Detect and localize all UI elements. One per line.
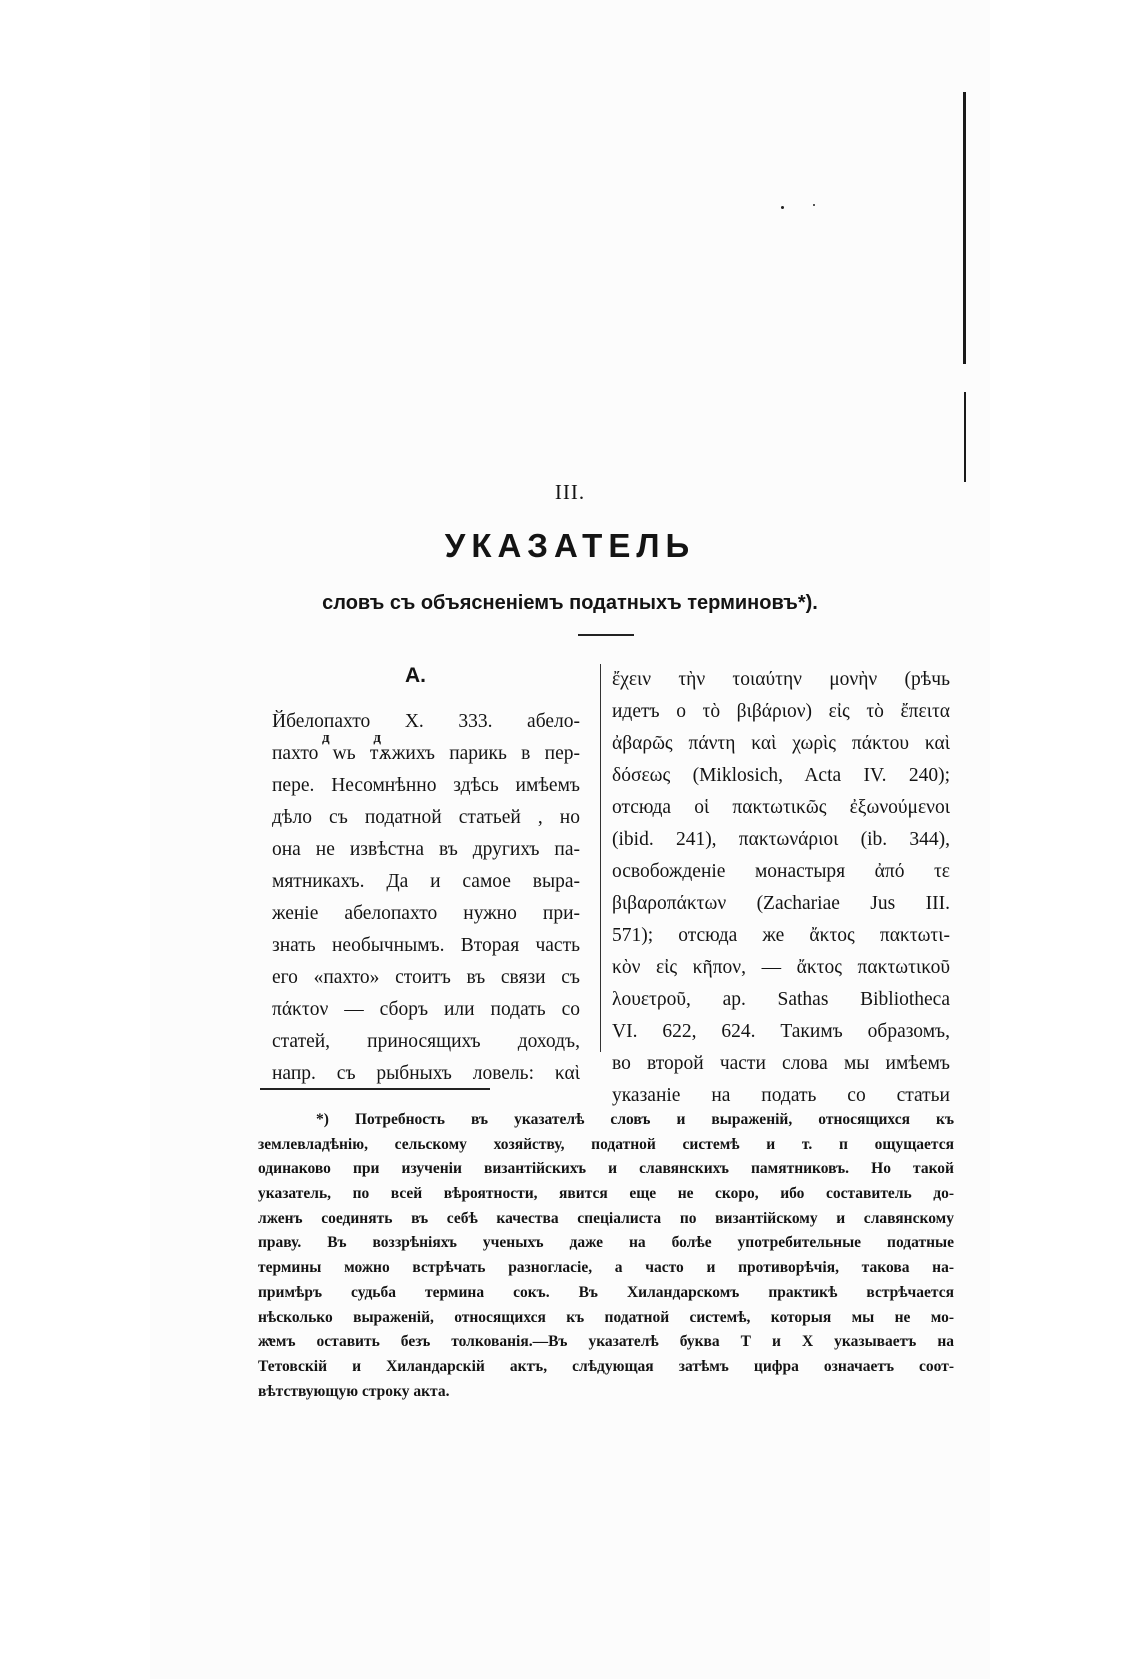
text-line: женіе абелопахто нужно при- (272, 903, 580, 924)
ink-speck (781, 206, 784, 209)
page-subtitle: словъ съ объясненіемъ податныхъ терминовъ*). (322, 592, 818, 614)
text-line: напр. съ рыбныхъ ловель: καὶ (272, 1063, 580, 1084)
text-line: δόσεως (Miklosich, Acta IV. 240); (612, 765, 950, 786)
footnote-line: *) Потребность въ указателѣ словъ и выраженій, относящихся къ (316, 1111, 954, 1128)
text-line: статей, приносящихъ доходъ, (272, 1031, 580, 1052)
title-rule (578, 634, 634, 636)
text-line: ἀβαρῶς πάντη καὶ χωρὶς πάκτου καὶ (612, 733, 950, 754)
footnote-line: землевладѣнію, сельскому хозяйству, податной системѣ и т. п ощущается (258, 1135, 954, 1153)
text-line: мятникахъ. Да и самое выра- (272, 871, 580, 892)
footnote-line: вѣтствующую строку акта. (258, 1382, 450, 1400)
text-line: она не извѣстна въ другихъ па- (272, 839, 580, 860)
text-line: пере. Несомнѣнно здѣсь имѣемъ (272, 775, 580, 796)
text-line: (ibid. 241), πακτωνάριοι (ib. 344), (612, 829, 950, 850)
ink-speck (813, 204, 815, 206)
footnote (258, 1108, 954, 1404)
section-number: III. (554, 480, 586, 504)
text-line: пахто wь тѫжихъ парикь в пер- (272, 743, 580, 764)
text-line: VI. 622, 624. Такимъ образомъ, (612, 1021, 950, 1042)
text-line: указаніе на подать со статьи (612, 1085, 950, 1106)
footnote-line: Тетовскій и Хиландарскій актъ, слѣдующая затѣмъ цифра означаетъ соот- (258, 1357, 954, 1375)
text-line: знать необычнымъ. Вторая часть (272, 935, 580, 956)
text-line: πάκτον — сборъ или подать со (272, 999, 580, 1020)
footnote-rule (260, 1088, 490, 1090)
page-edge-mark-top (963, 92, 966, 364)
text-line: освобожденіе монастыря ἀπό τε (612, 861, 950, 882)
text-line: отсюда οἱ πακτωτικῶς ἐξωνούμενοι (612, 797, 950, 818)
footnote-line: термины можно встрѣчать разногласіе, а часто и противорѣчія, такова на- (258, 1259, 954, 1277)
section-letter-heading: А. (405, 664, 426, 687)
slavonic-superscript-marks: д д (322, 730, 401, 746)
footnote-line: указатель, по всей вѣроятности, явится еще не скоро, ибо составитель до- (258, 1185, 954, 1203)
footnote-line: лженъ соединять въ себѣ качества спеціалиста по византійскому и славянскому (258, 1209, 954, 1227)
footnote-line: нѣсколько выраженій, относящихся къ податной системѣ, которыя мы не мо- (258, 1308, 954, 1326)
page-edge-mark-bottom (964, 392, 966, 482)
footnote-line: примѣръ судьба термина сокъ. Въ Хиландарскомъ практикѣ встрѣчается (258, 1283, 954, 1301)
text-line: во второй части слова мы имѣемъ (612, 1053, 950, 1074)
column-divider (600, 664, 601, 1052)
footnote-line: жемъ оставить безъ толкованія.—Въ указателѣ буква Т и Х указываетъ на (258, 1333, 954, 1351)
page-title: УКАЗАТЕЛЬ (444, 527, 696, 564)
text-line: βιβαροπάκτων (Zachariae Jus III. (612, 893, 950, 914)
left-column (272, 706, 580, 1090)
text-line: κὸν εἰς κῆπον, — ἄκτος πακτωτικοῦ (612, 957, 950, 978)
text-line: 571); отсюда же ἄκτος πακτωτι- (612, 925, 950, 946)
text-line: дѣло съ податной статьей , но (272, 807, 580, 828)
text-line: ἔχειν τὴν τοιαύτην μονὴν (рѣчь (612, 669, 950, 690)
footnote-line: одинаково при изученіи византійскихъ и славянскихъ памятниковъ. Но такой (258, 1160, 954, 1178)
text-line: λουετροῦ, ap. Sathas Bibliotheca (612, 989, 950, 1010)
text-line: Йбелопахто Х. 333. абело- (272, 711, 580, 732)
footnote-line: праву. Въ воззрѣніяхъ ученыхъ даже на болѣе употребительные податные (258, 1234, 954, 1252)
right-column (612, 664, 950, 1112)
text-line: идетъ о τὸ βιβάριον) εἰς τὸ ἔπειτα (612, 701, 950, 722)
text-line: его «пахто» стоитъ въ связи съ (272, 967, 580, 988)
